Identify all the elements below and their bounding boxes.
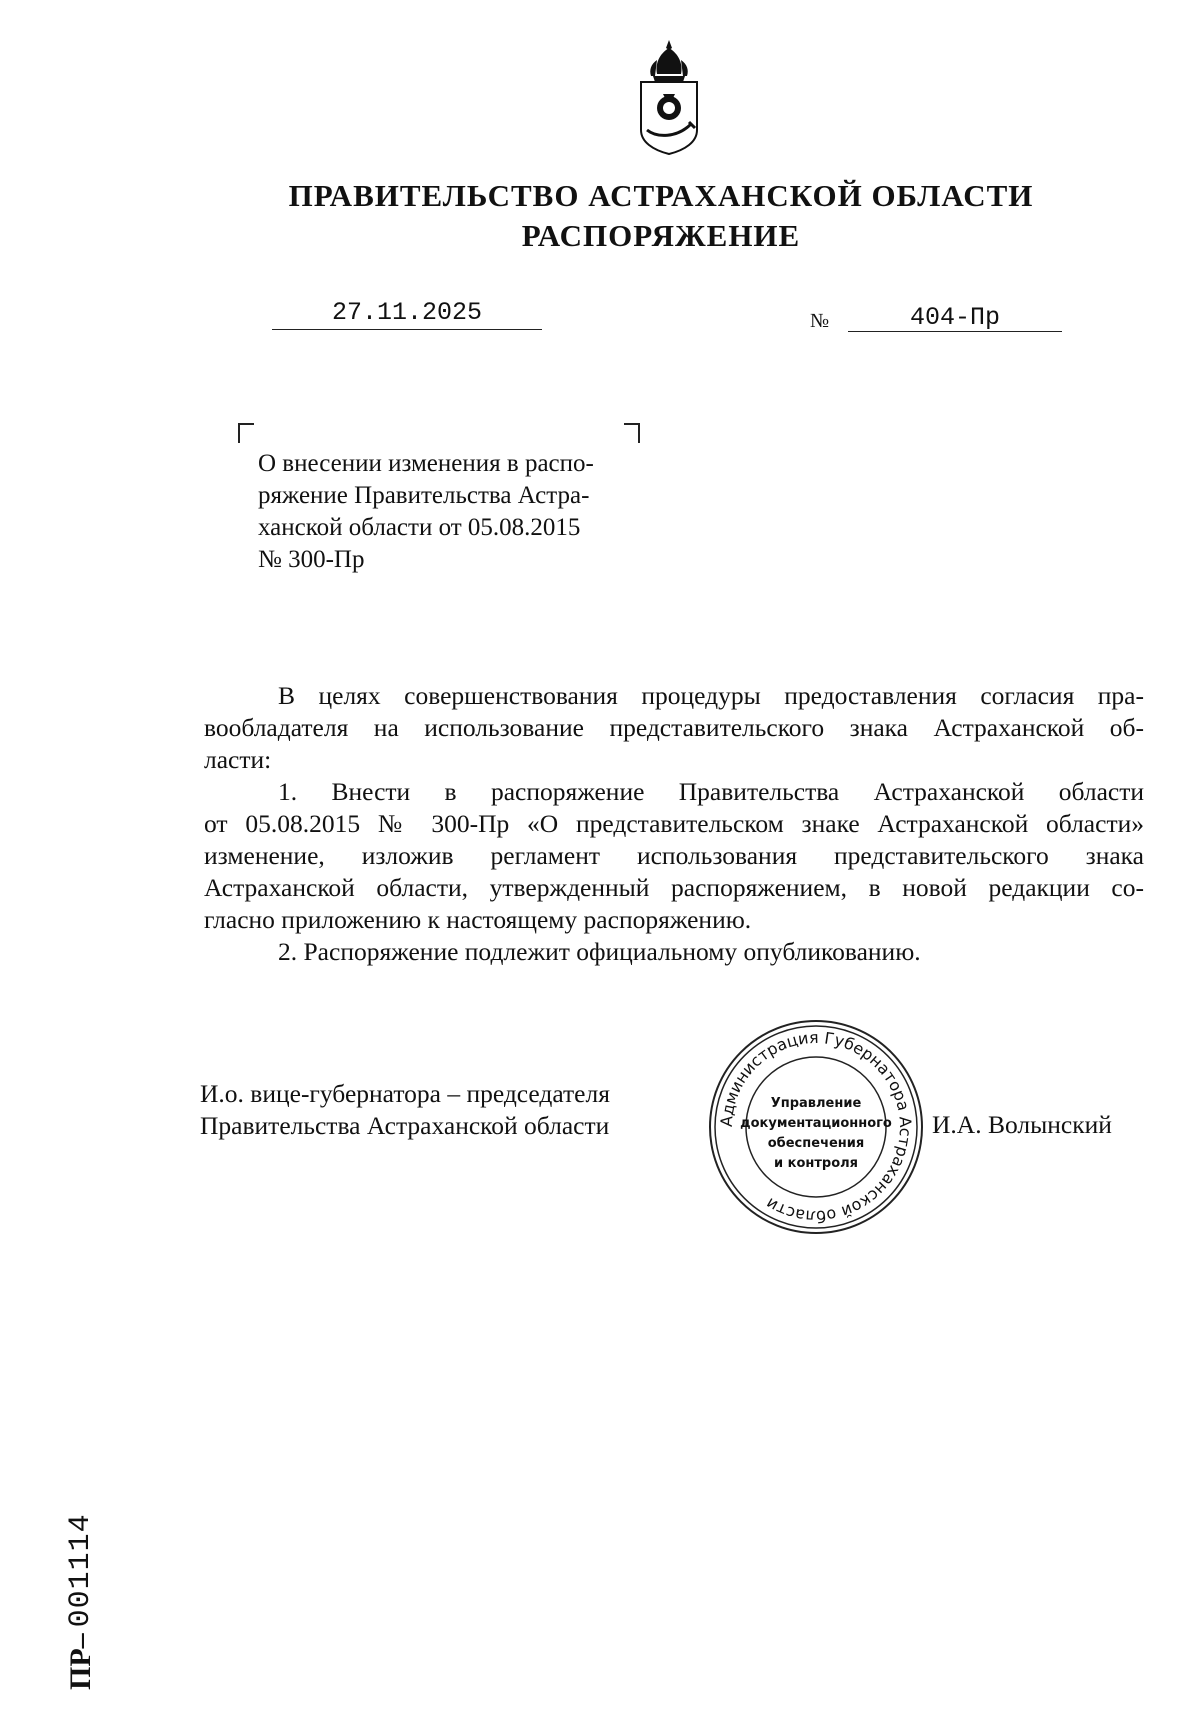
stamp-inner-line: обеспечения [767,1136,865,1151]
document-subject [258,448,648,576]
stamp-outer-text-path: Администрация Губернатора Астраханской области [716,1027,916,1227]
preamble-line: ласти: [204,745,272,774]
registry-number [56,1513,106,1690]
signer-title-line: И.о. вице-губернатора – председателя [200,1079,610,1108]
subject-corner-left [238,423,254,443]
preamble-paragraph [204,680,1144,776]
coat-of-arms-icon [633,38,705,156]
subject-line: № 300-Пр [258,546,365,573]
stamp-inner-line: Управление [770,1096,862,1111]
government-title: ПРАВИТЕЛЬСТВО АСТРАХАНСКОЙ ОБЛАСТИ [288,178,1034,213]
registry-prefix: ПР– [64,1633,97,1690]
document-type-title: РАСПОРЯЖЕНИЕ [521,218,801,253]
number-sign: № [810,310,830,332]
number-underline [848,331,1062,332]
preamble-line: вообладателя на использование представительского знака Астраханской об- [204,713,1144,742]
signer-name: И.А. Волынский [932,1110,1112,1139]
subject-line: ряжение Правительства Астра- [258,482,590,509]
stamp-inner-line: документационного [740,1116,892,1131]
stamp-inner-line: и контроля [773,1156,859,1171]
official-stamp [706,1017,926,1237]
item-2-line: 2. Распоряжение подлежит официальному опубликованию. [278,937,921,966]
item-1-paragraph [204,776,1144,936]
item-1-line: от 05.08.2015 № 300-Пр «О представительском знаке Астраханской области» [204,809,1144,838]
item-2-paragraph [204,936,1144,968]
registry-digits: 001114 [64,1513,98,1628]
item-1-line: 1. Внести в распоряжение Правительства Астраханской области [278,777,1144,806]
item-1-line: изменение, изложив регламент использования представительского знака [204,841,1144,870]
subject-line: ханской области от 05.08.2015 [258,514,581,541]
subject-corner-right [624,423,640,443]
item-1-line: гласно приложению к настоящему распоряжению. [204,905,752,934]
preamble-line: В целях совершенствования процедуры предоставления согласия пра- [278,681,1144,710]
document-number: 404-Пр [909,303,1000,332]
item-1-line: Астраханской области, утвержденный распоряжением, в новой редакции со- [204,873,1144,902]
subject-line: О внесении изменения в распо- [258,450,594,477]
date-underline [272,329,542,330]
signer-title [200,1078,610,1142]
signer-title-line: Правительства Астраханской области [200,1111,610,1140]
document-date: 27.11.2025 [331,298,483,327]
